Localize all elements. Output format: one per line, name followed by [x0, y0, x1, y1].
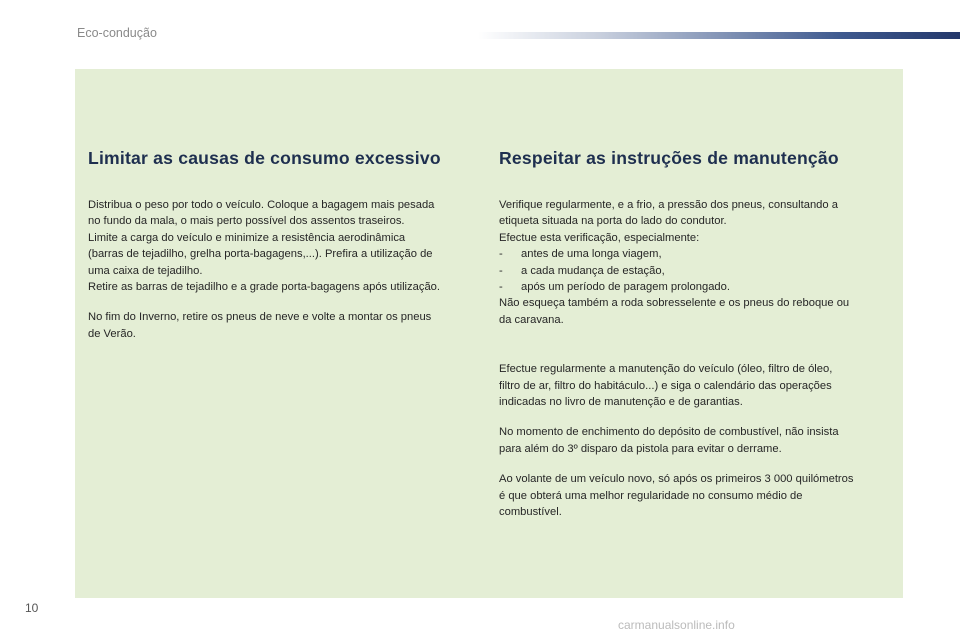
text-line: no fundo da mala, o mais perto possível dos assentos traseiros.: [88, 215, 405, 228]
text-line: Limite a carga do veículo e minimize a resistência aerodinâmica: [88, 231, 406, 244]
bullet-marker: -: [499, 248, 503, 261]
text-line: de Verão.: [88, 327, 136, 340]
list-item: [499, 263, 899, 279]
left-paragraph-1: [88, 197, 486, 295]
text-line: filtro de ar, filtro do habitáculo...) e siga o calendário das operações: [499, 379, 832, 392]
right-paragraph-2: [499, 361, 899, 410]
list-item: [499, 246, 899, 262]
text-line: Efectue esta verificação, especialmente:: [499, 231, 700, 244]
text-line: indicadas no livro de manutenção e de garantias.: [499, 396, 743, 409]
list-item-text: antes de uma longa viagem,: [521, 248, 662, 261]
left-paragraph-2: [88, 309, 486, 342]
right-paragraph-4: [499, 471, 899, 520]
header-rule: [478, 32, 960, 39]
text-line: (barras de tejadilho, grelha porta-bagagens,...). Prefira a utilização de: [88, 248, 433, 261]
text-line: é que obterá uma melhor regularidade no consumo médio de: [499, 489, 803, 502]
text-line: para além do 3º disparo da pistola para evitar o derrame.: [499, 442, 782, 455]
list-item-text: após um período de paragem prolongado.: [521, 281, 730, 294]
right-heading: Respeitar as instruções de manutenção: [499, 148, 839, 168]
text-line: Distribua o peso por todo o veículo. Coloque a bagagem mais pesada: [88, 199, 435, 211]
text-line: Retire as barras de tejadilho e a grade porta-bagagens após utilização.: [88, 281, 441, 294]
text-line: Verifique regularmente, e a frio, a pressão dos pneus, consultando a: [499, 199, 838, 211]
text-line: combustível.: [499, 506, 562, 519]
text-line: No momento de enchimento do depósito de combustível, não insista: [499, 426, 839, 439]
text-line: da caravana.: [499, 313, 564, 326]
bullet-marker: -: [499, 281, 503, 294]
list-item: [499, 279, 899, 295]
left-heading: Limitar as causas de consumo excessivo: [88, 148, 441, 168]
right-column: [499, 148, 899, 521]
text-line: uma caixa de tejadilho.: [88, 264, 203, 277]
right-paragraph-1-outro: [499, 295, 899, 328]
text-line: Efectue regularmente a manutenção do veículo (óleo, filtro de óleo,: [499, 363, 833, 376]
section-title: Eco-condução: [77, 26, 157, 40]
bullet-marker: -: [499, 264, 503, 277]
text-line: Não esqueça também a roda sobresselente e os pneus do reboque ou: [499, 297, 850, 310]
watermark: carmanualsonline.info: [618, 618, 735, 632]
page-number: 10: [25, 601, 39, 615]
list-item-text: a cada mudança de estação,: [521, 264, 665, 277]
text-line: etiqueta situada na porta do lado do condutor.: [499, 215, 727, 228]
right-paragraph-3: [499, 424, 899, 457]
left-column: [88, 148, 486, 342]
right-paragraph-1: [499, 197, 899, 246]
text-line: No fim do Inverno, retire os pneus de neve e volte a montar os pneus: [88, 311, 432, 324]
text-line: Ao volante de um veículo novo, só após os primeiros 3 000 quilómetros: [499, 473, 854, 486]
